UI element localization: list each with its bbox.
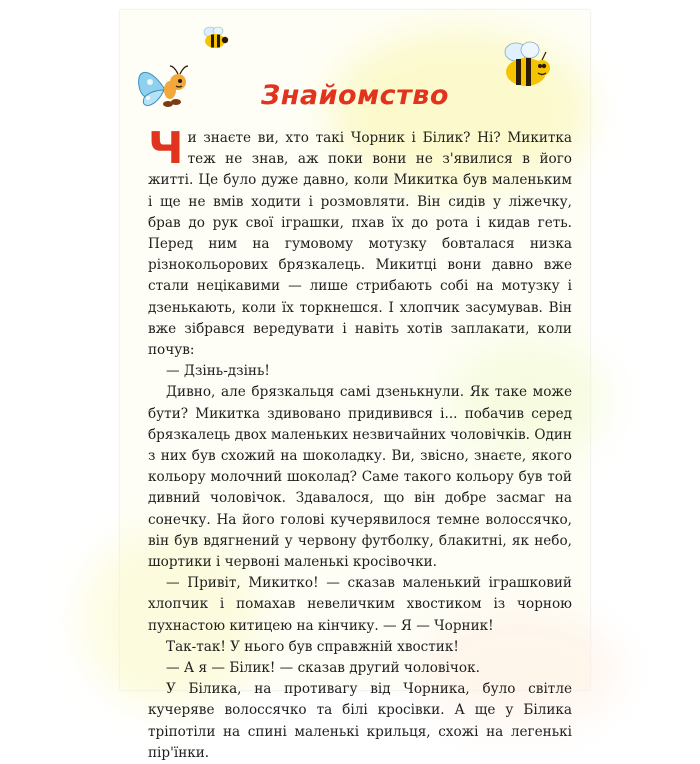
paragraph-6: — А я — Білик! — сказав другий чоловічок. bbox=[166, 660, 480, 677]
paragraph-4: — Привіт, Микитко! — сказав маленький іграшковий хлопчик і помахав невеличким хвостиком із чорною пухнастою китицею на кінчику. — Я — Чорник! bbox=[148, 575, 572, 634]
story-text bbox=[148, 123, 572, 764]
paragraph-3: Дивно, але брязкальця самі дзенькнули. Як таке може бути? Микитка здивовано придивився і... побачив серед брязкалець двох маленьких незвичайних чоловічків. Один з них був схожий на шоколадку. Ви, звісно, знаєте, якого кольору молочний шоколад? Саме такого кольору був той дивний чоловічок. Здавалося, що він добре засмаг на сонечку. На його голові кучерявилося темне волоссячко, він був вдягнений у червону футболку, блакитні, як небо, шортики і червоні маленькі кросівочки. bbox=[148, 384, 572, 571]
small-bee-icon bbox=[200, 26, 230, 50]
paragraph-7: У Білика, на противагу від Чорника, було світле кучеряве волоссячко та білі кросівки. А ще у Білика тріпотіли на спині маленькі крильця, схожі на легенькі пір'їнки. bbox=[148, 681, 572, 761]
chapter-title: Знайомство bbox=[261, 80, 449, 111]
book-page bbox=[120, 10, 590, 761]
drop-cap: Ч bbox=[148, 123, 184, 174]
paragraph-1: Чи знаєте ви, хто такі Чорник і Білик? Ні? Микитка теж не знав, аж поки вони не з'явилися в його житті. Це було дуже давно, коли Микитка був маленьким і ще не вмів ходити і розмовляти. Він сидів у ліжечку, брав до рук свої іграшки, пхав їх до рота і кидав геть. Перед ним на гумовому мотузку бовталася низка різнокольорових брязкалець. Микитці вони давно вже стали нецікавими — лише стрибають собі на мотузку і дзенькають, коли їх торкнешся. І хлопчик засумував. Він вже зібрався вередувати і навіть хотів заплакати, коли почув: bbox=[148, 123, 572, 359]
paragraph-5: Так-так! У нього був справжній хвостик! bbox=[166, 638, 459, 655]
paragraph-2: — Дзінь-дзінь! bbox=[166, 363, 270, 380]
